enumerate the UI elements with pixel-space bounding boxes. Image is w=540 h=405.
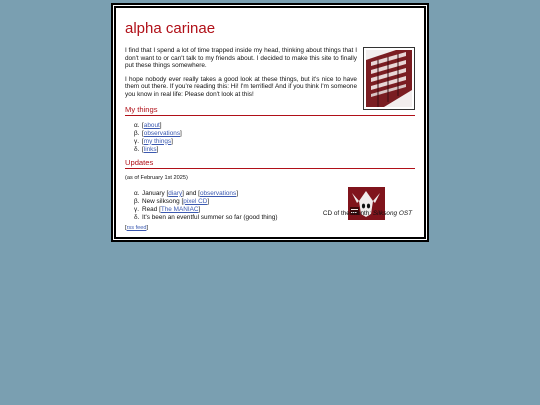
link-my-things[interactable]: my things [143, 137, 172, 145]
page-frame [111, 3, 429, 242]
link-observations[interactable]: observations [143, 129, 181, 137]
list-item: β. New silksong [pixel CD] [134, 197, 210, 205]
my-things-heading: My things [125, 105, 415, 116]
list-item: γ. [my things] [134, 137, 173, 145]
link-about[interactable]: about [143, 121, 160, 129]
cd-of-the-month: CD of the month: Silksong OST [322, 209, 412, 217]
intro-paragraph-2: I hope nobody ever really takes a good look at these things, but it's nice to have them out there. If you're reading this: Hi! I'm terrified! And if you think I'm someone you know in real life: Please don't look at this! [125, 75, 357, 98]
updates-heading: Updates [125, 158, 415, 169]
site-title: alpha carinae [125, 20, 216, 37]
list-item: δ. [links] [134, 145, 159, 153]
cd-title: Silksong OST [372, 209, 412, 217]
page-frame-inner [113, 5, 427, 240]
link-pixel-cd[interactable]: pixel CD [183, 197, 208, 205]
intro-section [125, 47, 415, 99]
link-links[interactable]: links [143, 145, 157, 153]
updates-date: (as of February 1st 2025) [125, 174, 188, 181]
list-item: α. January [diary] and [observations] [134, 189, 238, 197]
my-things-list [125, 122, 415, 154]
list-item: α. [about] [134, 121, 162, 129]
updates-section [125, 175, 415, 222]
intro-paragraph-1: I find that I spend a lot of time trapped inside my head, thinking about things that I don't want to or can't talk to my friends about. I decided to make this site to finally put these things somewhere. [125, 47, 357, 70]
link-update-observations[interactable]: observations [199, 189, 237, 197]
list-item: δ. It's been an eventful summer so far (good thing) [134, 213, 278, 221]
rss-feed-link[interactable]: rss feed [126, 225, 147, 231]
list-item: β. [observations] [134, 129, 182, 137]
link-diary[interactable]: diary [168, 189, 183, 197]
rss-feed: [rss feed] [125, 225, 149, 231]
page-content [116, 8, 424, 237]
list-item: γ. Read [The MANIAC] [134, 205, 201, 213]
building-photo [363, 47, 415, 110]
link-the-maniac[interactable]: The MANIAC [160, 205, 199, 213]
